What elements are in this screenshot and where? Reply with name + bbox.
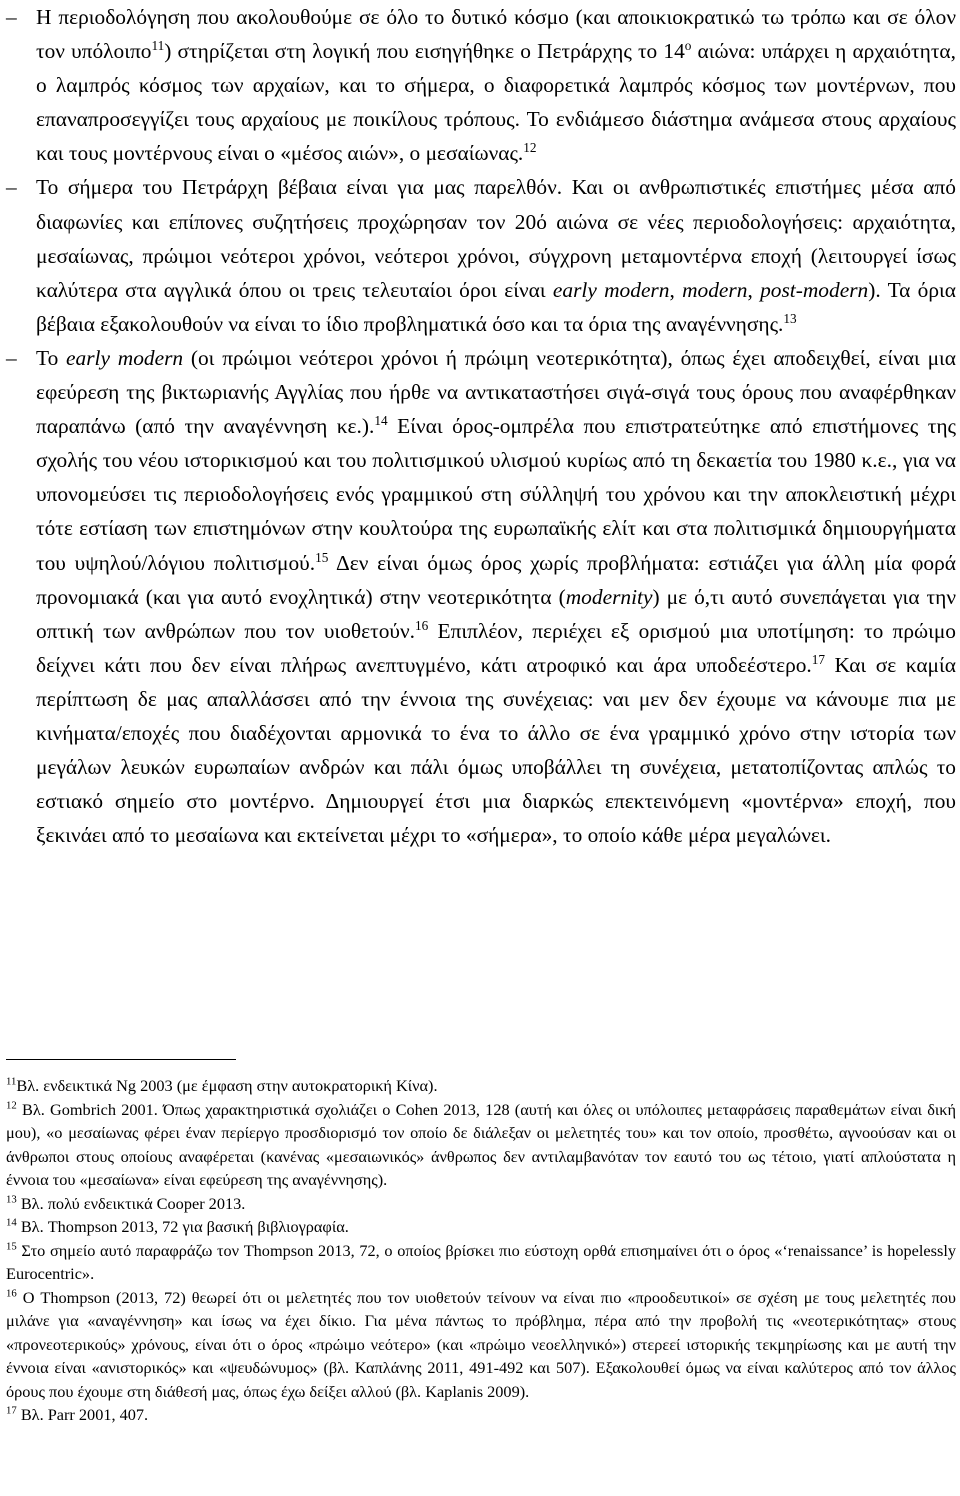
- text-run: ,: [747, 277, 761, 302]
- footnote-number: 15: [6, 1239, 17, 1252]
- italic-term: early modern: [66, 345, 184, 370]
- footnotes-section: [6, 1059, 956, 1427]
- text-run: Δεν είναι όμως όρος χωρίς προβλήματα: εστιάζει για άλλη μία φορά πρoνομιακά (και για αυτό ενοχλητικά) στην νεοτερικότητα (: [36, 550, 957, 609]
- text-run: Βλ. ενδεικτικά Ng 2003 (με έμφαση στην αυτοκρατορική Κίνα).: [16, 1076, 438, 1095]
- dash-bullet: –: [6, 175, 17, 200]
- footnote-number: 16: [6, 1286, 17, 1299]
- bullet-paragraph: [6, 170, 956, 340]
- text-run: Στο σημείο αυτό παραφράζω τον Thompson 2013, 72, ο οποίος βρίσκει πιο εύστοχη ορθά επισημαίνει ότι ο όρος «‘renaissance’ is hopelessly Eurocentric».: [6, 1240, 956, 1283]
- footnote: [6, 1098, 956, 1192]
- footnote: [6, 1403, 956, 1427]
- text-run: Βλ. πολύ ενδεικτικά Cooper 2013.: [16, 1193, 246, 1213]
- text-run: Επιπλέον, περιέχει εξ ορισμού μια υποτίμηση: το πρώιμο δείχνει κάτι που δεν είναι πλήρως ανεπτυγμένο, κάτι ατροφικό και άρα υποδεέστερο.: [36, 618, 957, 677]
- footnote-ref: 16: [415, 617, 429, 633]
- text-run: Το σήμερα του Πετράρχη βέβαια είναι για μας παρελθόν. Και οι ανθρωπιστικές επιστήμες μέσα από διαφωνίες και επίπονες συζητήσεις προχώρησαν τον 20ό αιώνα σε νέες περιοδολογήσεις: αρχαιότητα, μεσαίωνας, πρώιμοι νεότεροι χρόνοι, νεότεροι χρόνοι, σύγχρονη μεταμοντέρνα εποχή (λειτουργεί ίσως καλύτερα στα αγγλικά όπου οι τρεις τελευταίοι όροι είναι: [36, 175, 956, 302]
- footnote: [6, 1074, 956, 1098]
- footnote-separator: [6, 1059, 236, 1060]
- text-run: Βλ. Gombrich 2001. Όπως χαρακτηριστικά σχολιάζει ο Cohen 2013, 128 (αυτή και όλες οι υπόλοιπες μεταφράσεις παραθεμάτων είναι δική μου), «ο μεσαίωνας φέρει έναν περίεργο προσδιορισμό τον οποίο δε διάλεξαν οι μελετητές του» και τον οποίο, προσθέτω, αγνοούσαν και οι άνθρωποι στους οποίους αναφέρεται (κανένας «μεσαιωνικός» άνθρωπος δεν αντιλαμβανόταν τον εαυτό του ως τέτοιο, γιατί απλούστατα η έννοια του «μεσαίωνα» είναι εφεύρεση της αναγέννησης).: [6, 1099, 956, 1189]
- text-run: Και σε καμία περίπτωση δε μας απαλλάσσει από την έννοια της συνέχειας: ναι μεν δεν έχουμε να κάνουμε πια με κινήματα/εποχές που διαδέχονται αρμονικά το ένα το άλλο σε ένα γραμμικό χρόνο στην ιστορία των μεγάλων λευκών ευρωπαίων ανδρών και πάλι όμως υποβάλλει τη συνέχεια, μετατοπίζοντας απλώς το εστιακό σημείο στο μοντέρνο. Δημιουργεί έτσι μια διαρκώς επεκτεινόμενη «μοντέρνα» εποχή, που ξεκινάει από το μεσαίωνα και εκτείνεται μέχρι το «σήμερα», το οποίο κάθε μέρα μεγαλώνει.: [36, 652, 956, 848]
- paragraph-text: [36, 0, 956, 170]
- dash-bullet: –: [6, 5, 17, 29]
- footnote-ref: 11: [151, 37, 165, 53]
- footnote: [6, 1192, 956, 1216]
- bullet-paragraph: [6, 0, 956, 170]
- text-run: Βλ. Parr 2001, 407.: [16, 1405, 149, 1424]
- text-run: Το: [36, 345, 67, 370]
- footnote-number: 12: [6, 1098, 17, 1111]
- footnote-ref: 15: [315, 549, 329, 565]
- footnote-ref: 14: [374, 412, 388, 428]
- footnote-number: 11: [6, 1075, 17, 1088]
- text-run: ). Τα όρια βέβαια εξακολουθούν να είναι το ίδιο προβληματικά όσο και τα όρια της αναγέννησης.: [36, 277, 956, 336]
- footnote-ref: 13: [783, 310, 797, 326]
- italic-term: post-modern: [760, 277, 869, 302]
- footnote-ref: 12: [523, 140, 537, 156]
- bullet-paragraph: [6, 341, 956, 852]
- footnote-number: 14: [6, 1216, 17, 1229]
- footnote-ref: 17: [811, 651, 826, 667]
- text-run: ,: [669, 277, 683, 302]
- italic-term: modernity: [565, 584, 653, 609]
- footnote: [6, 1239, 956, 1286]
- paragraph-text: [36, 170, 956, 340]
- text-run: ) στηρίζεται στη λογική που εισηγήθηκε ο Πετράρχης το 14: [164, 39, 685, 64]
- footnote-number: 13: [6, 1192, 17, 1205]
- text-run: (οι πρώιμοι νεότεροι χρόνοι ή πρώιμη νεοτερικότητα), όπως έχει αποδειχθεί, είναι μια εφεύρεση της βικτωριανής Αγγλίας που ήρθε να αντικαταστήσει σιγά-σιγά τους όρους που αναφέρθηκαν παραπάνω (από την αναγέννηση κε.).: [36, 345, 956, 439]
- dash-bullet: –: [6, 345, 17, 370]
- footnote-list: [6, 1074, 956, 1427]
- text-run: Βλ. Thompson 2013, 72 για βασική βιβλιογραφία.: [16, 1217, 349, 1236]
- footnote: [6, 1215, 956, 1239]
- text-run: Είναι όρος-ομπρέλα που επιστρατεύτηκε από επιστήμονες της σχολής του νέου ιστορικισμού και του πολιτισμικού υλισμού κυρίως από τη δεκαετία του 1980 κ.ε., για να υπονομεύσει τις περιοδολογήσεις ενός γραμμικού στη σύλληψή του χρόνου και την αποκλειστική μέχρι τότε εστίαση των επιστημόνων στην κουλτούρα της ευρωπαϊκής ελίτ και στα πολιτισμικά δημιουργήματα του υψηλού/λόγιου πολιτισμού.: [36, 414, 956, 575]
- footnote: [6, 1286, 956, 1404]
- text-run: αιώνα: υπάρχει η αρχαιότητα, ο λαμπρός κόσμος των αρχαίων, και το σήμερα, ο διαφορετικά λαμπρός κόσμος των μοντέρνων, που επαναπροσεγγίζει τους αρχαίους με ποικίλους τρόπους. Το ενδιάμεσο διάστημα ανάμεσα στους αρχαίους και τους μοντέρνους είναι ο «μέσος αιών», ο μεσαίωνας.: [36, 39, 956, 166]
- paragraph-text: [36, 341, 956, 852]
- footnote-ref: ο: [684, 37, 692, 53]
- body-text: [6, 0, 956, 852]
- text-run: Ο Thompson (2013, 72) θεωρεί ότι οι μελετητές που τον υιοθετούν τείνουν να είναι πιο «προοδευτικοί» σε σχέση με τους μελετητές που μιλάνε για «αναγέννηση» και ίσως να έχει δίκιο. Για μένα πάντως το πρόβλημα, πέρα από την προβολή τις «νεοτερικότητας» στους «προνεοτερικούς» χρόνους, είναι ότι ο όρος «πρώιμο νεότερο» (και «πρώιμο νεοελληνικό») στερεεί ιστορικής τεκμηρίωσης και με αυτή την έννοια είναι «ανιστορικός» και «ψευδώνυμος» (βλ. Καπλάνης 2011, 491-492 και 507). Εξακολουθεί όμως να είναι καλύτερος από τον άλλος όρους που έχουμε στη διάθεσή μας, όπως έχω δείξει αλλού (βλ. Kaplanis 2009).: [6, 1287, 956, 1401]
- text-run: Η περιοδολόγηση που ακολουθούμε σε όλο το δυτικό κόσμο (και αποικιοκρατικώ τω τρόπω και σε όλον τον υπόλοιπο: [36, 5, 956, 64]
- italic-term: early modern: [552, 277, 670, 302]
- footnote-number: 17: [6, 1404, 17, 1417]
- italic-term: modern: [682, 277, 748, 302]
- text-run: ) με ό,τι αυτό συνεπάγεται για την οπτική των ανθρώπων που τον υιοθετούν.: [36, 584, 957, 643]
